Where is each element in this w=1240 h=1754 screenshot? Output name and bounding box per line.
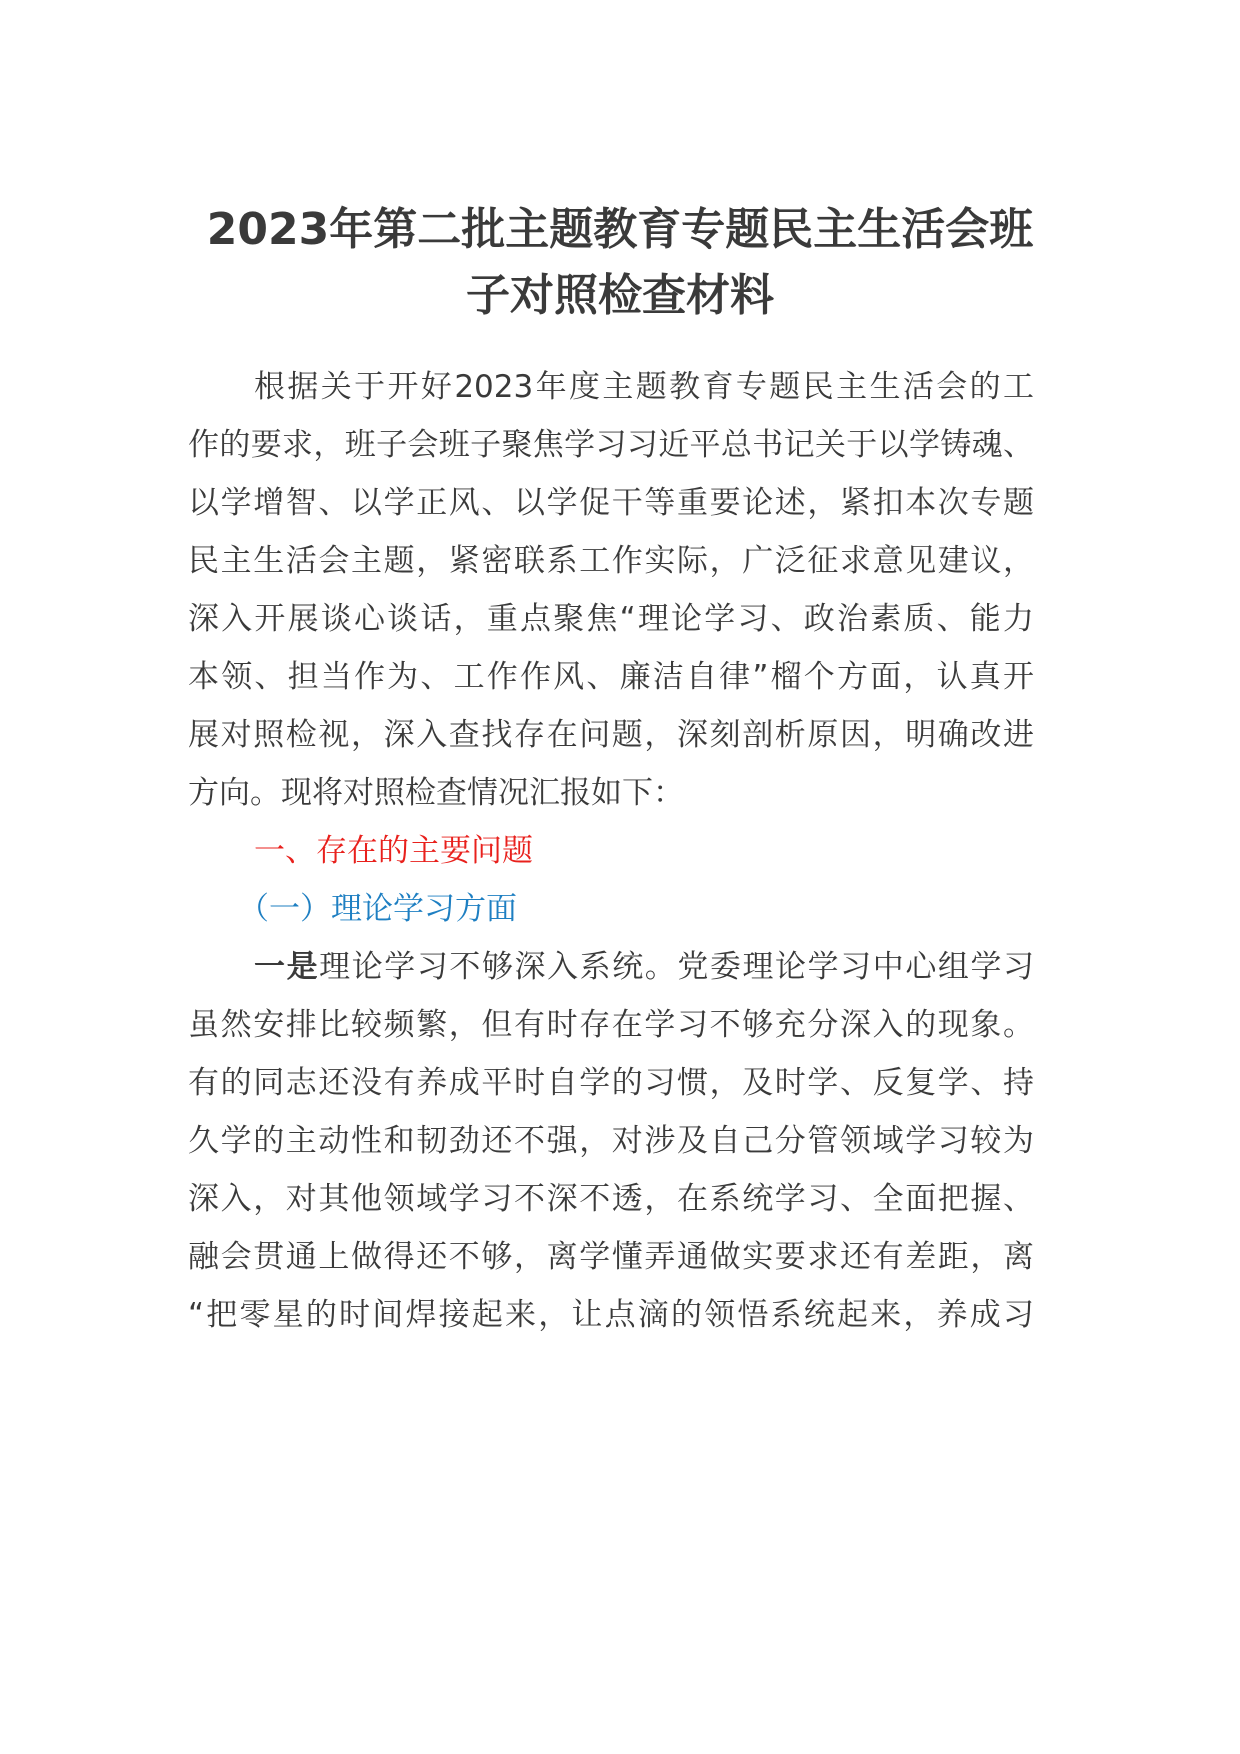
intro-line: 根据关于开好2023年度主题教育专题民主生活会的工 — [254, 369, 1034, 405]
subsection-heading: （一）理论学习方面 — [238, 891, 517, 927]
document-title — [180, 197, 1060, 329]
intro-line: 深入开展谈心谈话，重点聚焦“理论学习、政治素质、能力 — [188, 601, 1034, 637]
point-lead: 一是 — [254, 949, 320, 985]
intro-line: 展对照检视，深入查找存在问题，深刻剖析原因，明确改进 — [188, 717, 1034, 753]
intro-line: 方向。现将对照检查情况汇报如下： — [188, 775, 684, 811]
point-first-line-text: 理论学习不够深入系统。党委理论学习中心组学习 — [319, 949, 1035, 985]
point-line: “把零星的时间焊接起来，让点滴的领悟系统起来，养成习 — [188, 1297, 1034, 1333]
point-line: 虽然安排比较频繁，但有时存在学习不够充分深入的现象。 — [188, 1007, 1034, 1043]
intro-line: 民主生活会主题，紧密联系工作实际，广泛征求意见建议， — [188, 543, 1034, 579]
point-line: 久学的主动性和韧劲还不强，对涉及自己分管领域学习较为 — [188, 1123, 1034, 1159]
point-first-line — [254, 947, 1034, 987]
section-heading: 一、存在的主要问题 — [254, 833, 533, 869]
intro-line: 以学增智、以学正风、以学促干等重要论述，紧扣本次专题 — [188, 485, 1034, 521]
intro-line: 作的要求，班子会班子聚焦学习习近平总书记关于以学铸魂、 — [188, 427, 1034, 463]
point-line: 融会贯通上做得还不够，离学懂弄通做实要求还有差距，离 — [188, 1239, 1034, 1275]
title-line-2: 子对照检查材料 — [466, 270, 774, 321]
intro-line: 本领、担当作为、工作作风、廉洁自律”榴个方面，认真开 — [188, 659, 1034, 695]
point-line: 有的同志还没有养成平时自学的习惯，及时学、反复学、持 — [188, 1065, 1034, 1101]
point-line: 深入，对其他领域学习不深不透，在系统学习、全面把握、 — [188, 1181, 1034, 1217]
title-line-1: 2023年第二批主题教育专题民主生活会班 — [206, 204, 1034, 255]
